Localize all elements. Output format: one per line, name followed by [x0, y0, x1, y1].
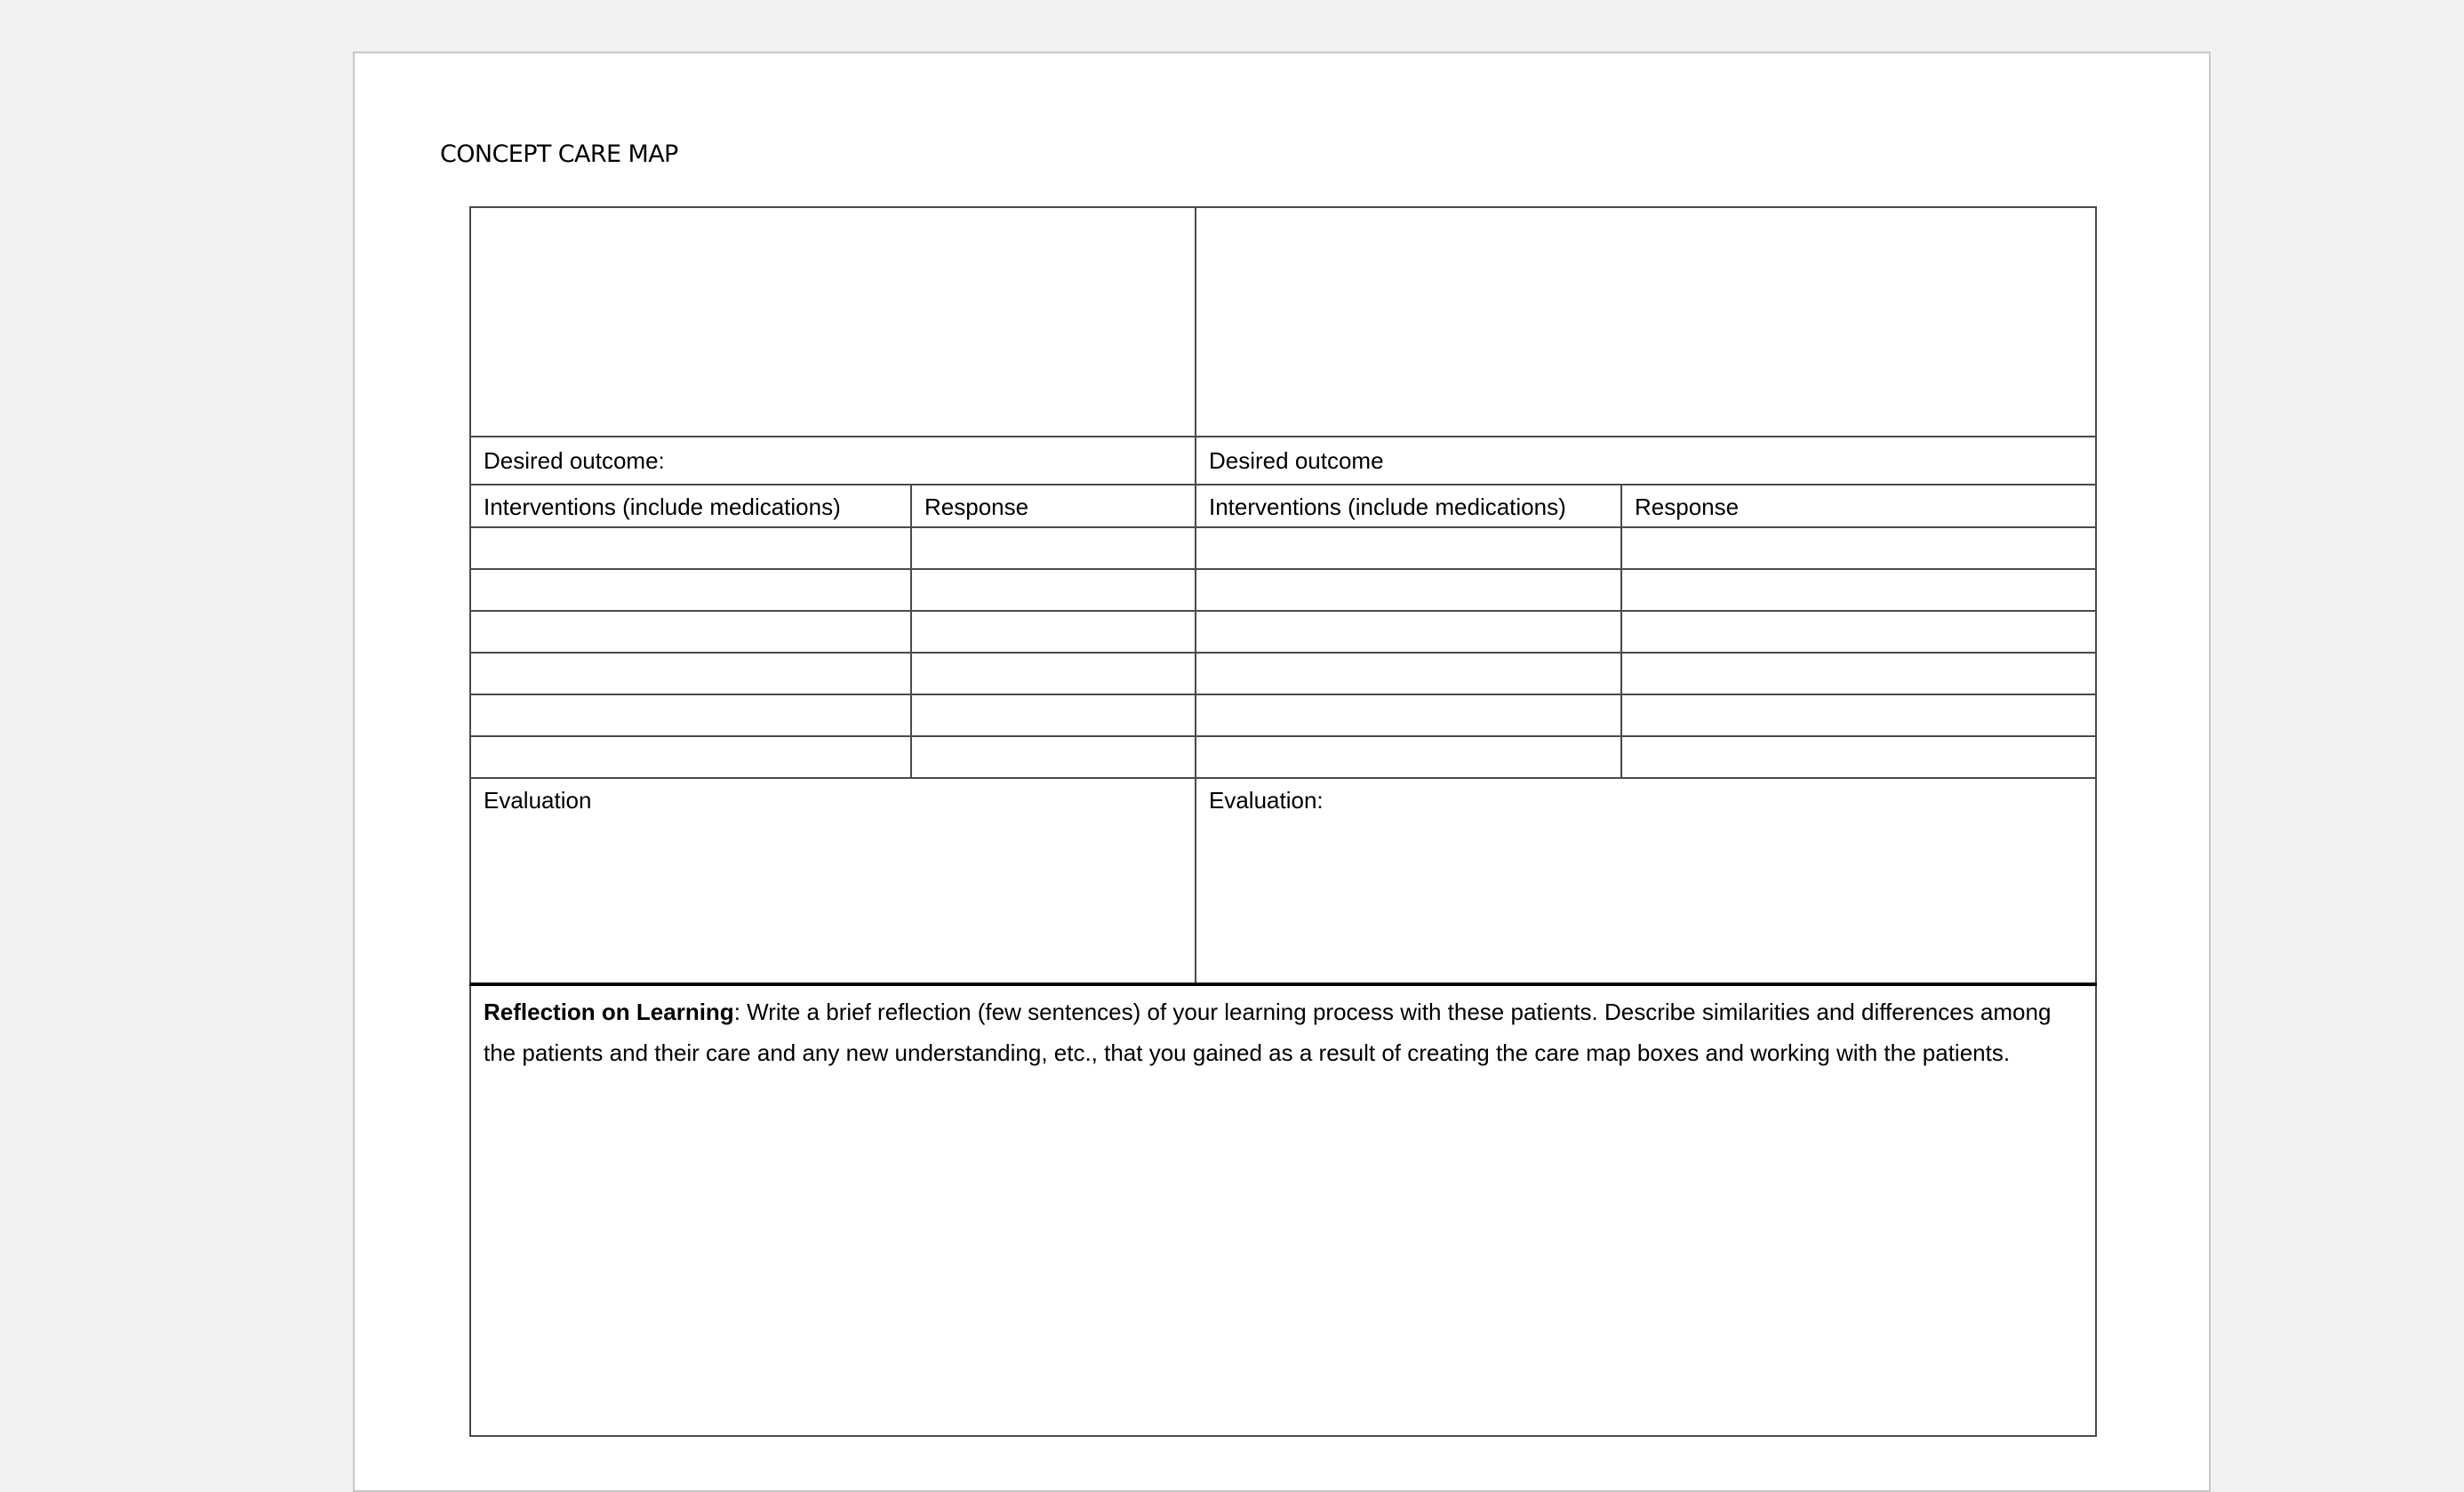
- intervention-cell-right[interactable]: [1196, 653, 1621, 694]
- intervention-cell-left[interactable]: [470, 653, 911, 694]
- document-title: CONCEPT CARE MAP: [440, 140, 678, 168]
- intervention-cell-left[interactable]: [470, 569, 911, 611]
- response-cell-left[interactable]: [911, 694, 1196, 736]
- intervention-row: [470, 527, 2096, 569]
- response-header-right: Response: [1621, 485, 2096, 527]
- intervention-row: [470, 569, 2096, 611]
- evaluation-left[interactable]: Evaluation: [470, 778, 1196, 984]
- desired-outcome-right[interactable]: Desired outcome: [1196, 437, 2096, 485]
- intervention-cell-right[interactable]: [1196, 527, 1621, 569]
- diagnosis-box-right[interactable]: [1196, 207, 2096, 437]
- response-cell-left[interactable]: [911, 736, 1196, 778]
- evaluation-row: [470, 778, 2096, 984]
- response-cell-right[interactable]: [1621, 527, 2096, 569]
- response-cell-left[interactable]: [911, 611, 1196, 653]
- intervention-cell-left[interactable]: [470, 736, 911, 778]
- reflection-prompt: : Write a brief reflection (few sentences) of your learning process with these patients. Describe similarities and differences among the patients and their care and any new understanding, etc., that you gained as a result of creating the care map boxes and working with the patients.: [484, 999, 2052, 1066]
- response-cell-right[interactable]: [1621, 569, 2096, 611]
- response-header-left: Response: [911, 485, 1196, 527]
- response-cell-left[interactable]: [911, 653, 1196, 694]
- response-cell-left[interactable]: [911, 569, 1196, 611]
- intervention-row: [470, 736, 2096, 778]
- intervention-row: [470, 694, 2096, 736]
- desired-outcome-left[interactable]: Desired outcome:: [470, 437, 1196, 485]
- interventions-header-right: Interventions (include medications): [1196, 485, 1621, 527]
- response-cell-right[interactable]: [1621, 611, 2096, 653]
- intervention-cell-left[interactable]: [470, 611, 911, 653]
- response-cell-right[interactable]: [1621, 694, 2096, 736]
- intervention-cell-left[interactable]: [470, 694, 911, 736]
- intervention-row: [470, 653, 2096, 694]
- response-cell-right[interactable]: [1621, 736, 2096, 778]
- response-cell-right[interactable]: [1621, 653, 2096, 694]
- diagnosis-row: [470, 207, 2096, 437]
- intervention-cell-left[interactable]: [470, 527, 911, 569]
- interventions-header-row: [470, 485, 2096, 527]
- intervention-cell-right[interactable]: [1196, 611, 1621, 653]
- response-cell-left[interactable]: [911, 527, 1196, 569]
- care-map-table: [469, 206, 2097, 1437]
- reflection-box[interactable]: [470, 984, 2096, 1436]
- reflection-row: [470, 984, 2096, 1436]
- intervention-cell-right[interactable]: [1196, 569, 1621, 611]
- desired-outcome-row: [470, 437, 2096, 485]
- reflection-heading: Reflection on Learning: [484, 999, 734, 1025]
- intervention-cell-right[interactable]: [1196, 694, 1621, 736]
- document-page: [353, 52, 2211, 1492]
- intervention-row: [470, 611, 2096, 653]
- diagnosis-box-left[interactable]: [470, 207, 1196, 437]
- interventions-header-left: Interventions (include medications): [470, 485, 911, 527]
- evaluation-right[interactable]: Evaluation:: [1196, 778, 2096, 984]
- intervention-cell-right[interactable]: [1196, 736, 1621, 778]
